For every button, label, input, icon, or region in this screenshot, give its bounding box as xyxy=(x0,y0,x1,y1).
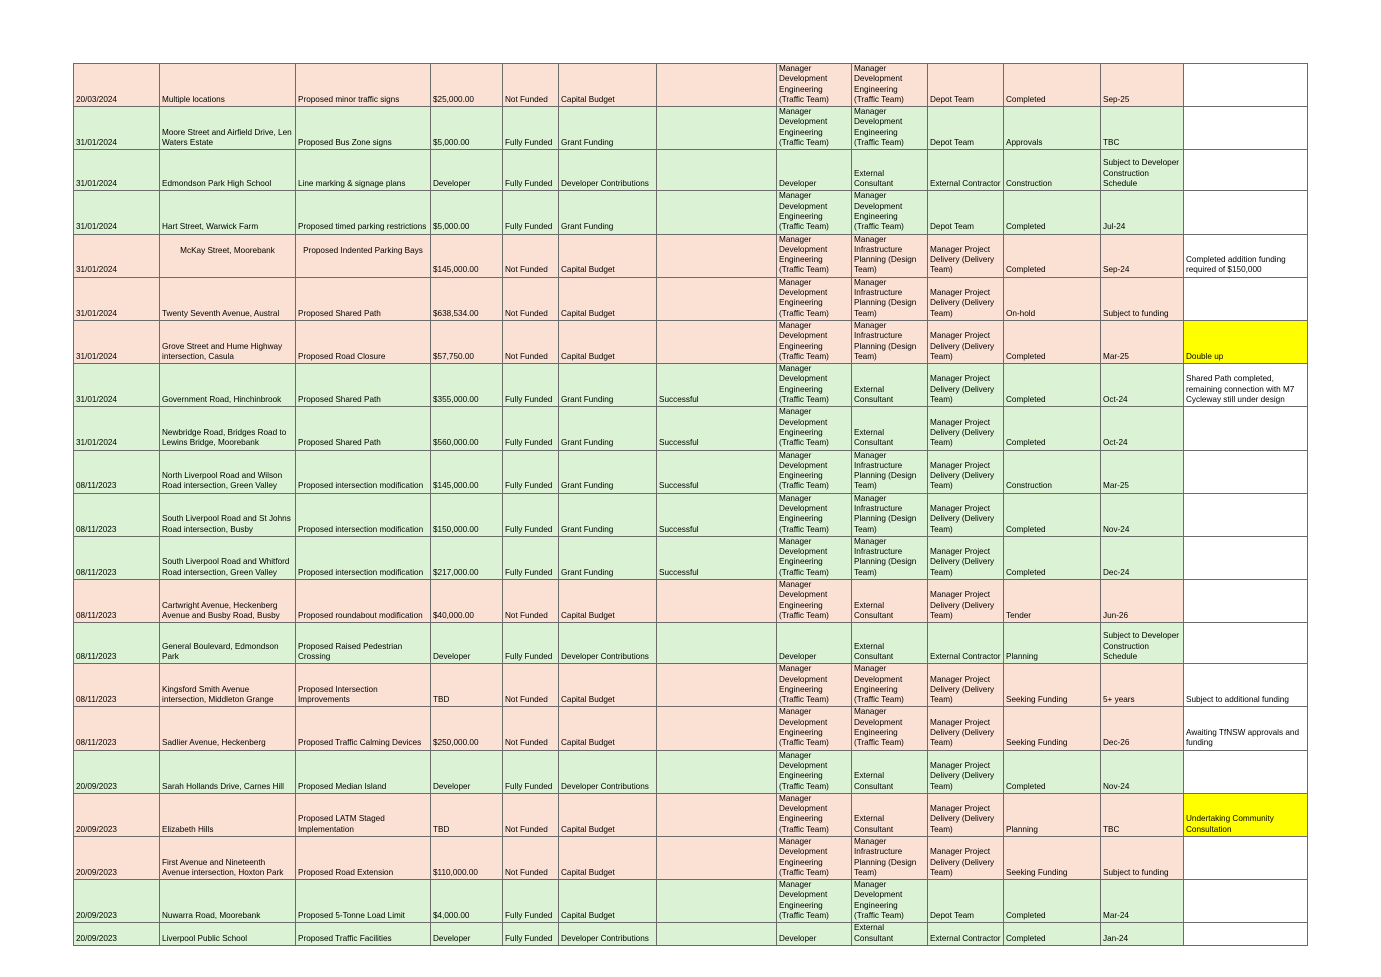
requester-cell: Manager Development Engineering (Traffic Team) xyxy=(777,837,852,880)
design-cell: Manager Infrastructure Planning (Design Team) xyxy=(852,450,928,493)
date-cell: 20/09/2023 xyxy=(74,793,160,836)
funding-source-cell: Capital Budget xyxy=(559,64,657,107)
delivery-cell: Manager Project Delivery (Delivery Team) xyxy=(928,493,1004,536)
delivery-cell: Manager Project Delivery (Delivery Team) xyxy=(928,407,1004,450)
status-cell: Completed xyxy=(1004,364,1101,407)
proposal-cell: Proposed Shared Path xyxy=(296,364,431,407)
proposal-cell: Proposed Indented Parking Bays xyxy=(296,234,431,277)
completion-cell: Oct-24 xyxy=(1101,364,1184,407)
comments-cell xyxy=(1184,923,1308,946)
table-row xyxy=(74,623,1308,664)
comments-cell: Completed addition funding required of $150,000 xyxy=(1184,234,1308,277)
delivery-cell: Manager Project Delivery (Delivery Team) xyxy=(928,750,1004,793)
requester-cell: Manager Development Engineering (Traffic Team) xyxy=(777,450,852,493)
delivery-cell: External Contractor xyxy=(928,150,1004,191)
comments-cell: Double up xyxy=(1184,320,1308,363)
table-row xyxy=(74,837,1308,880)
delivery-cell: External Contractor xyxy=(928,923,1004,946)
proposal-cell: Proposed LATM Staged Implementation xyxy=(296,793,431,836)
completion-cell: Subject to Developer Construction Schedule xyxy=(1101,150,1184,191)
design-cell: External Consultant xyxy=(852,407,928,450)
funding-status-cell: Fully Funded xyxy=(503,623,559,664)
cost-cell: $355,000.00 xyxy=(431,364,503,407)
location-cell: Liverpool Public School xyxy=(160,923,296,946)
grant-outcome-cell xyxy=(657,793,777,836)
proposal-cell: Proposed roundabout modification xyxy=(296,580,431,623)
funding-status-cell: Fully Funded xyxy=(503,450,559,493)
funding-status-cell: Not Funded xyxy=(503,793,559,836)
proposal-cell: Proposed intersection modification xyxy=(296,493,431,536)
cost-cell: $560,000.00 xyxy=(431,407,503,450)
design-cell: Manager Infrastructure Planning (Design Team) xyxy=(852,277,928,320)
grant-outcome-cell xyxy=(657,234,777,277)
status-cell: Completed xyxy=(1004,750,1101,793)
funding-status-cell: Fully Funded xyxy=(503,150,559,191)
status-cell: Construction xyxy=(1004,150,1101,191)
completion-cell: Sep-24 xyxy=(1101,234,1184,277)
comments-cell xyxy=(1184,277,1308,320)
design-cell: Manager Development Engineering (Traffic Team) xyxy=(852,64,928,107)
funding-status-cell: Not Funded xyxy=(503,277,559,320)
requester-cell: Manager Development Engineering (Traffic Team) xyxy=(777,493,852,536)
funding-source-cell: Capital Budget xyxy=(559,664,657,707)
funding-status-cell: Not Funded xyxy=(503,320,559,363)
status-cell: Seeking Funding xyxy=(1004,707,1101,750)
proposal-cell: Proposed Median Island xyxy=(296,750,431,793)
delivery-cell: Depot Team xyxy=(928,191,1004,234)
status-cell: Completed xyxy=(1004,234,1101,277)
table-row xyxy=(74,407,1308,450)
completion-cell: TBC xyxy=(1101,793,1184,836)
completion-cell: Dec-24 xyxy=(1101,536,1184,579)
design-cell: External Consultant xyxy=(852,793,928,836)
requester-cell: Manager Development Engineering (Traffic Team) xyxy=(777,277,852,320)
date-cell: 31/01/2024 xyxy=(74,191,160,234)
funding-status-cell: Not Funded xyxy=(503,234,559,277)
delivery-cell: Manager Project Delivery (Delivery Team) xyxy=(928,793,1004,836)
table-row xyxy=(74,107,1308,150)
comments-cell: Awaiting TfNSW approvals and funding xyxy=(1184,707,1308,750)
funding-source-cell: Developer Contributions xyxy=(559,750,657,793)
funding-source-cell: Capital Budget xyxy=(559,580,657,623)
table-row xyxy=(74,364,1308,407)
grant-outcome-cell: Successful xyxy=(657,493,777,536)
proposal-cell: Proposed intersection modification xyxy=(296,536,431,579)
status-cell: Completed xyxy=(1004,923,1101,946)
grant-outcome-cell: Successful xyxy=(657,450,777,493)
table-row xyxy=(74,450,1308,493)
funding-status-cell: Fully Funded xyxy=(503,493,559,536)
comments-cell xyxy=(1184,623,1308,664)
cost-cell: TBD xyxy=(431,793,503,836)
design-cell: External Consultant xyxy=(852,580,928,623)
comments-cell: Undertaking Community Consultation xyxy=(1184,793,1308,836)
delivery-cell: Depot Team xyxy=(928,64,1004,107)
funding-source-cell: Grant Funding xyxy=(559,536,657,579)
grant-outcome-cell: Successful xyxy=(657,364,777,407)
location-cell: North Liverpool Road and Wilson Road intersection, Green Valley xyxy=(160,450,296,493)
location-cell: Government Road, Hinchinbrook xyxy=(160,364,296,407)
comments-cell xyxy=(1184,880,1308,923)
date-cell: 08/11/2023 xyxy=(74,623,160,664)
proposal-cell: Proposed minor traffic signs xyxy=(296,64,431,107)
delivery-cell: Manager Project Delivery (Delivery Team) xyxy=(928,707,1004,750)
grant-outcome-cell: Successful xyxy=(657,536,777,579)
status-cell: Approvals xyxy=(1004,107,1101,150)
status-cell: Construction xyxy=(1004,450,1101,493)
comments-cell xyxy=(1184,107,1308,150)
table-row xyxy=(74,536,1308,579)
cost-cell: $5,000.00 xyxy=(431,191,503,234)
traffic-projects-table xyxy=(73,63,1308,946)
completion-cell: Nov-24 xyxy=(1101,493,1184,536)
requester-cell: Manager Development Engineering (Traffic Team) xyxy=(777,536,852,579)
grant-outcome-cell xyxy=(657,923,777,946)
grant-outcome-cell xyxy=(657,580,777,623)
completion-cell: Subject to funding xyxy=(1101,277,1184,320)
requester-cell: Manager Development Engineering (Traffic Team) xyxy=(777,750,852,793)
date-cell: 20/09/2023 xyxy=(74,923,160,946)
status-cell: Tender xyxy=(1004,580,1101,623)
location-cell: Twenty Seventh Avenue, Austral xyxy=(160,277,296,320)
date-cell: 31/01/2024 xyxy=(74,320,160,363)
table-row xyxy=(74,150,1308,191)
comments-cell xyxy=(1184,536,1308,579)
location-cell: Nuwarra Road, Moorebank xyxy=(160,880,296,923)
cost-cell: $57,750.00 xyxy=(431,320,503,363)
design-cell: Manager Infrastructure Planning (Design Team) xyxy=(852,234,928,277)
date-cell: 31/01/2024 xyxy=(74,234,160,277)
date-cell: 20/09/2023 xyxy=(74,880,160,923)
comments-cell xyxy=(1184,450,1308,493)
grant-outcome-cell xyxy=(657,750,777,793)
delivery-cell: Manager Project Delivery (Delivery Team) xyxy=(928,234,1004,277)
proposal-cell: Proposed Road Extension xyxy=(296,837,431,880)
cost-cell: $638,534.00 xyxy=(431,277,503,320)
date-cell: 08/11/2023 xyxy=(74,664,160,707)
location-cell: Cartwright Avenue, Heckenberg Avenue and Busby Road, Busby xyxy=(160,580,296,623)
funding-source-cell: Capital Budget xyxy=(559,793,657,836)
cost-cell: $110,000.00 xyxy=(431,837,503,880)
date-cell: 20/09/2023 xyxy=(74,750,160,793)
funding-status-cell: Fully Funded xyxy=(503,923,559,946)
date-cell: 31/01/2024 xyxy=(74,277,160,320)
completion-cell: Jan-24 xyxy=(1101,923,1184,946)
status-cell: Completed xyxy=(1004,493,1101,536)
table-row xyxy=(74,320,1308,363)
grant-outcome-cell xyxy=(657,707,777,750)
table-row xyxy=(74,750,1308,793)
requester-cell: Manager Development Engineering (Traffic Team) xyxy=(777,364,852,407)
funding-status-cell: Fully Funded xyxy=(503,107,559,150)
table-body xyxy=(74,64,1308,946)
completion-cell: TBC xyxy=(1101,107,1184,150)
table-row xyxy=(74,793,1308,836)
status-cell: On-hold xyxy=(1004,277,1101,320)
cost-cell: $145,000.00 xyxy=(431,450,503,493)
delivery-cell: Manager Project Delivery (Delivery Team) xyxy=(928,450,1004,493)
grant-outcome-cell xyxy=(657,664,777,707)
design-cell: Manager Development Engineering (Traffic Team) xyxy=(852,707,928,750)
delivery-cell: Manager Project Delivery (Delivery Team) xyxy=(928,364,1004,407)
funding-source-cell: Grant Funding xyxy=(559,407,657,450)
funding-source-cell: Grant Funding xyxy=(559,191,657,234)
date-cell: 20/09/2023 xyxy=(74,837,160,880)
design-cell: External Consultant xyxy=(852,750,928,793)
location-cell: McKay Street, Moorebank xyxy=(160,234,296,277)
completion-cell: Mar-24 xyxy=(1101,880,1184,923)
completion-cell: Dec-26 xyxy=(1101,707,1184,750)
completion-cell: Nov-24 xyxy=(1101,750,1184,793)
funding-source-cell: Capital Budget xyxy=(559,880,657,923)
completion-cell: Jun-26 xyxy=(1101,580,1184,623)
completion-cell: Oct-24 xyxy=(1101,407,1184,450)
design-cell: Manager Development Engineering (Traffic Team) xyxy=(852,664,928,707)
date-cell: 08/11/2023 xyxy=(74,493,160,536)
funding-source-cell: Capital Budget xyxy=(559,707,657,750)
table-row xyxy=(74,880,1308,923)
grant-outcome-cell xyxy=(657,837,777,880)
comments-cell xyxy=(1184,837,1308,880)
delivery-cell: Depot Team xyxy=(928,107,1004,150)
requester-cell: Manager Development Engineering (Traffic Team) xyxy=(777,793,852,836)
cost-cell: $25,000.00 xyxy=(431,64,503,107)
proposal-cell: Proposed Shared Path xyxy=(296,407,431,450)
location-cell: Moore Street and Airfield Drive, Len Waters Estate xyxy=(160,107,296,150)
funding-status-cell: Not Funded xyxy=(503,580,559,623)
requester-cell: Manager Development Engineering (Traffic Team) xyxy=(777,320,852,363)
cost-cell: $250,000.00 xyxy=(431,707,503,750)
delivery-cell: External Contractor xyxy=(928,623,1004,664)
table-row xyxy=(74,664,1308,707)
completion-cell: Mar-25 xyxy=(1101,320,1184,363)
requester-cell: Manager Development Engineering (Traffic Team) xyxy=(777,107,852,150)
funding-status-cell: Not Funded xyxy=(503,64,559,107)
cost-cell: $217,000.00 xyxy=(431,536,503,579)
completion-cell: Subject to funding xyxy=(1101,837,1184,880)
date-cell: 08/11/2023 xyxy=(74,580,160,623)
status-cell: Planning xyxy=(1004,793,1101,836)
funding-status-cell: Not Funded xyxy=(503,664,559,707)
table-row xyxy=(74,191,1308,234)
comments-cell xyxy=(1184,150,1308,191)
status-cell: Completed xyxy=(1004,64,1101,107)
design-cell: External Consultant xyxy=(852,150,928,191)
comments-cell xyxy=(1184,191,1308,234)
grant-outcome-cell xyxy=(657,320,777,363)
design-cell: Manager Infrastructure Planning (Design Team) xyxy=(852,536,928,579)
funding-source-cell: Developer Contributions xyxy=(559,923,657,946)
date-cell: 31/01/2024 xyxy=(74,364,160,407)
proposal-cell: Proposed timed parking restrictions xyxy=(296,191,431,234)
location-cell: General Boulevard, Edmondson Park xyxy=(160,623,296,664)
date-cell: 31/01/2024 xyxy=(74,407,160,450)
table-row xyxy=(74,64,1308,107)
funding-source-cell: Capital Budget xyxy=(559,277,657,320)
table-row xyxy=(74,234,1308,277)
funding-status-cell: Fully Funded xyxy=(503,364,559,407)
location-cell: Hart Street, Warwick Farm xyxy=(160,191,296,234)
design-cell: External Consultant xyxy=(852,364,928,407)
delivery-cell: Manager Project Delivery (Delivery Team) xyxy=(928,536,1004,579)
delivery-cell: Manager Project Delivery (Delivery Team) xyxy=(928,277,1004,320)
requester-cell: Manager Development Engineering (Traffic Team) xyxy=(777,191,852,234)
design-cell: Manager Infrastructure Planning (Design Team) xyxy=(852,837,928,880)
design-cell: External Consultant xyxy=(852,923,928,946)
funding-status-cell: Not Funded xyxy=(503,707,559,750)
completion-cell: Jul-24 xyxy=(1101,191,1184,234)
comments-cell xyxy=(1184,750,1308,793)
grant-outcome-cell xyxy=(657,191,777,234)
table-row xyxy=(74,923,1308,946)
grant-outcome-cell: Successful xyxy=(657,407,777,450)
date-cell: 31/01/2024 xyxy=(74,107,160,150)
cost-cell: TBD xyxy=(431,664,503,707)
location-cell: Sarah Hollands Drive, Carnes Hill xyxy=(160,750,296,793)
funding-source-cell: Developer Contributions xyxy=(559,623,657,664)
cost-cell: Developer xyxy=(431,923,503,946)
funding-source-cell: Grant Funding xyxy=(559,493,657,536)
location-cell: First Avenue and Nineteenth Avenue intersection, Hoxton Park xyxy=(160,837,296,880)
comments-cell xyxy=(1184,407,1308,450)
requester-cell: Manager Development Engineering (Traffic Team) xyxy=(777,880,852,923)
cost-cell: $150,000.00 xyxy=(431,493,503,536)
date-cell: 31/01/2024 xyxy=(74,150,160,191)
design-cell: Manager Infrastructure Planning (Design Team) xyxy=(852,493,928,536)
funding-source-cell: Grant Funding xyxy=(559,107,657,150)
funding-source-cell: Grant Funding xyxy=(559,450,657,493)
proposal-cell: Proposed 5-Tonne Load Limit xyxy=(296,880,431,923)
grant-outcome-cell xyxy=(657,623,777,664)
table-row xyxy=(74,277,1308,320)
completion-cell: Sep-25 xyxy=(1101,64,1184,107)
date-cell: 08/11/2023 xyxy=(74,707,160,750)
completion-cell: Subject to Developer Construction Schedule xyxy=(1101,623,1184,664)
design-cell: Manager Development Engineering (Traffic Team) xyxy=(852,107,928,150)
location-cell: South Liverpool Road and Whitford Road intersection, Green Valley xyxy=(160,536,296,579)
status-cell: Seeking Funding xyxy=(1004,664,1101,707)
funding-status-cell: Not Funded xyxy=(503,837,559,880)
status-cell: Planning xyxy=(1004,623,1101,664)
location-cell: Newbridge Road, Bridges Road to Lewins Bridge, Moorebank xyxy=(160,407,296,450)
delivery-cell: Manager Project Delivery (Delivery Team) xyxy=(928,837,1004,880)
status-cell: Completed xyxy=(1004,880,1101,923)
table-row xyxy=(74,707,1308,750)
grant-outcome-cell xyxy=(657,64,777,107)
cost-cell: $40,000.00 xyxy=(431,580,503,623)
location-cell: Elizabeth Hills xyxy=(160,793,296,836)
location-cell: Edmondson Park High School xyxy=(160,150,296,191)
cost-cell: $5,000.00 xyxy=(431,107,503,150)
cost-cell: Developer xyxy=(431,750,503,793)
proposal-cell: Line marking & signage plans xyxy=(296,150,431,191)
design-cell: Manager Development Engineering (Traffic Team) xyxy=(852,191,928,234)
design-cell: Manager Infrastructure Planning (Design Team) xyxy=(852,320,928,363)
proposal-cell: Proposed Bus Zone signs xyxy=(296,107,431,150)
comments-cell xyxy=(1184,493,1308,536)
grant-outcome-cell xyxy=(657,107,777,150)
location-cell: Multiple locations xyxy=(160,64,296,107)
status-cell: Seeking Funding xyxy=(1004,837,1101,880)
status-cell: Completed xyxy=(1004,407,1101,450)
proposal-cell: Proposed Raised Pedestrian Crossing xyxy=(296,623,431,664)
location-cell: Grove Street and Hume Highway intersection, Casula xyxy=(160,320,296,363)
location-cell: South Liverpool Road and St Johns Road intersection, Busby xyxy=(160,493,296,536)
proposal-cell: Proposed intersection modification xyxy=(296,450,431,493)
grant-outcome-cell xyxy=(657,150,777,191)
funding-source-cell: Capital Budget xyxy=(559,837,657,880)
completion-cell: 5+ years xyxy=(1101,664,1184,707)
cost-cell: Developer xyxy=(431,150,503,191)
requester-cell: Manager Development Engineering (Traffic Team) xyxy=(777,664,852,707)
cost-cell: $145,000.00 xyxy=(431,234,503,277)
funding-status-cell: Fully Funded xyxy=(503,191,559,234)
requester-cell: Manager Development Engineering (Traffic Team) xyxy=(777,580,852,623)
funding-source-cell: Grant Funding xyxy=(559,364,657,407)
comments-cell: Subject to additional funding xyxy=(1184,664,1308,707)
grant-outcome-cell xyxy=(657,880,777,923)
requester-cell: Developer xyxy=(777,923,852,946)
status-cell: Completed xyxy=(1004,536,1101,579)
date-cell: 08/11/2023 xyxy=(74,450,160,493)
delivery-cell: Manager Project Delivery (Delivery Team) xyxy=(928,320,1004,363)
requester-cell: Manager Development Engineering (Traffic Team) xyxy=(777,64,852,107)
cost-cell: Developer xyxy=(431,623,503,664)
date-cell: 20/03/2024 xyxy=(74,64,160,107)
funding-source-cell: Developer Contributions xyxy=(559,150,657,191)
requester-cell: Developer xyxy=(777,150,852,191)
funding-source-cell: Capital Budget xyxy=(559,320,657,363)
delivery-cell: Manager Project Delivery (Delivery Team) xyxy=(928,580,1004,623)
requester-cell: Developer xyxy=(777,623,852,664)
funding-status-cell: Fully Funded xyxy=(503,536,559,579)
cost-cell: $4,000.00 xyxy=(431,880,503,923)
status-cell: Completed xyxy=(1004,191,1101,234)
table-row xyxy=(74,493,1308,536)
date-cell: 08/11/2023 xyxy=(74,536,160,579)
funding-source-cell: Capital Budget xyxy=(559,234,657,277)
location-cell: Kingsford Smith Avenue intersection, Middleton Grange xyxy=(160,664,296,707)
requester-cell: Manager Development Engineering (Traffic Team) xyxy=(777,234,852,277)
funding-status-cell: Fully Funded xyxy=(503,880,559,923)
comments-cell xyxy=(1184,580,1308,623)
proposal-cell: Proposed Traffic Calming Devices xyxy=(296,707,431,750)
proposal-cell: Proposed Road Closure xyxy=(296,320,431,363)
requester-cell: Manager Development Engineering (Traffic Team) xyxy=(777,407,852,450)
comments-cell: Shared Path completed, remaining connection with M7 Cycleway still under design xyxy=(1184,364,1308,407)
comments-cell xyxy=(1184,64,1308,107)
requester-cell: Manager Development Engineering (Traffic Team) xyxy=(777,707,852,750)
funding-status-cell: Fully Funded xyxy=(503,407,559,450)
proposal-cell: Proposed Shared Path xyxy=(296,277,431,320)
delivery-cell: Depot Team xyxy=(928,880,1004,923)
completion-cell: Mar-25 xyxy=(1101,450,1184,493)
table-row xyxy=(74,580,1308,623)
funding-status-cell: Fully Funded xyxy=(503,750,559,793)
status-cell: Completed xyxy=(1004,320,1101,363)
location-cell: Sadlier Avenue, Heckenberg xyxy=(160,707,296,750)
delivery-cell: Manager Project Delivery (Delivery Team) xyxy=(928,664,1004,707)
proposal-cell: Proposed Intersection Improvements xyxy=(296,664,431,707)
proposal-cell: Proposed Traffic Facilities xyxy=(296,923,431,946)
grant-outcome-cell xyxy=(657,277,777,320)
design-cell: Manager Development Engineering (Traffic Team) xyxy=(852,880,928,923)
design-cell: External Consultant xyxy=(852,623,928,664)
